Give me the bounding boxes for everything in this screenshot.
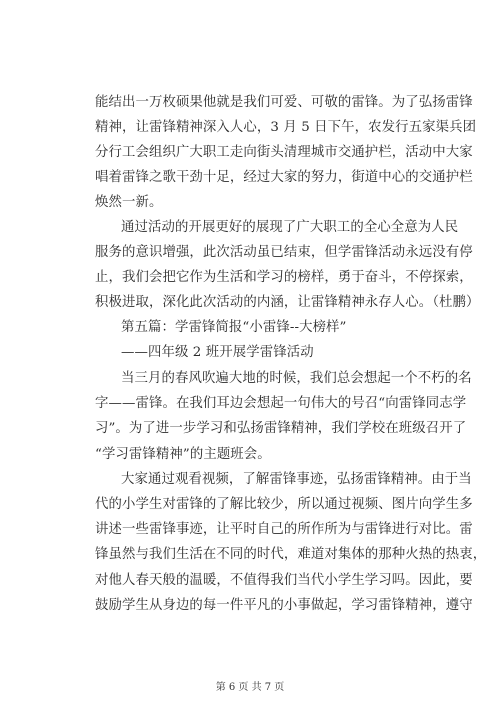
section-subheading: ——四年级 2 班开展学雷锋活动 [121, 345, 314, 360]
text-line: 习”。为了进一步学习和弘扬雷锋精神，我们学校在班级召开了 [95, 421, 467, 436]
text-line: 服务的意识增强，此次活动虽已结束，但学雷锋活动永远没有停 [95, 245, 473, 260]
text-line: 当三月的春风吹遍大地的时候，我们总会想起一个不朽的名 [121, 371, 472, 386]
page-number-footer: 第 6 页 共 7 页 [215, 682, 285, 693]
text-line: 焕然一新。 [95, 195, 163, 210]
text-line: 通过活动的开展更好的展现了广大职工的全心全意为人民 [121, 220, 459, 235]
text-line: 分行工会组织广大职工走向街头清理城市交通护栏，活动中大家 [95, 145, 473, 160]
text-line: 代的小学生对雷锋的了解比较少，所以通过视频、图片向学生多 [95, 497, 473, 512]
text-line: 唱着雷锋之歌干劲十足，经过大家的努力，街道中心的交通护栏 [95, 170, 473, 185]
text-line: “学习雷锋精神”的主题班会。 [95, 447, 271, 462]
text-line: 大家通过观看视频，了解雷锋事迹，弘扬雷锋精神。由于当 [121, 472, 472, 487]
text-line: 字——雷锋。在我们耳边会想起一句伟大的号召“向雷锋同志学 [95, 396, 467, 411]
text-line: 对他人春天般的温暖，不值得我们当代小学生学习吗。因此，要 [95, 573, 473, 588]
section-heading: 第五篇：学雷锋简报“小雷锋--大榜样” [121, 320, 347, 335]
text-line: 止，我们会把它作为生活和学习的榜样，勇于奋斗，不停探索， [95, 270, 473, 285]
text-line: 积极进取，深化此次活动的内涵，让雷锋精神永存人心。（杜鹏） [95, 295, 480, 310]
text-line: 锋虽然与我们生活在不同的时代，难道对集体的那种火热的热衷， [95, 547, 487, 562]
text-line: 能结出一万枚硕果他就是我们可爱、可敬的雷锋。为了弘扬雷锋 [95, 95, 473, 110]
text-line: 讲述一些雷锋事迹，让平时自己的所作所为与雷锋进行对比。雷 [95, 522, 473, 537]
text-line: 鼓励学生从身边的每一件平凡的小事做起，学习雷锋精神，遵守 [95, 598, 473, 613]
text-line: 精神，让雷锋精神深入人心，3 月 5 日下午，农发行五家渠兵团 [95, 120, 477, 135]
